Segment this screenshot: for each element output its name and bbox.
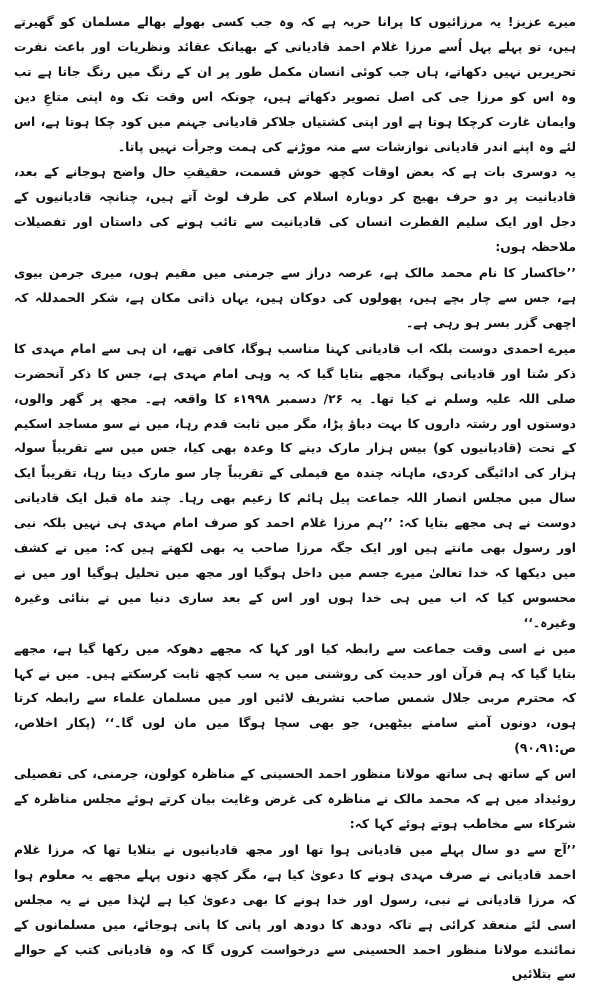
paragraph-2: یہ دوسری بات ہے کہ بعض اوقات کچھ خوش قسمت، حقیقتِ حال واضح ہوجانے کے بعد، قادیانیت پر دو حرف بھیج کر دوبارہ اسلام کی طرف لوٹ آتے ہیں، چنانچہ قادیانیوں کے دجل اور ایک سلیم الفطرت انسان کی قادیانیت سے تائب ہونے کی داستان اور تفصیلات ملاحظہ ہوں: [14,165,576,255]
paragraph-3: اس کے ساتھ ہی ساتھ مولانا منظور احمد الحسینی کے مناظرہ کولون، جرمنی، کی تفصیلی روئیداد میں ہے کہ محمد مالک نے مناظرہ کی غرض وغایت بیان کرتے ہوئے مجلس مناظرہ کے شرکاء سے مخاطب ہوتے ہوئے کہا کہ: [14,767,576,831]
quote-paragraph-1: ’’خاکسار کا نام محمد مالک ہے، عرصہ دراز سے جرمنی میں مقیم ہوں، میری جرمن بیوی ہے، جس سے چار بچے ہیں، پھولوں کی دوکان ہیں، یہاں ذاتی مکان ہے، شکر الحمدللہ کہ اچھی گزر بسر ہو رہی ہے۔ [14,266,576,330]
quote-paragraph-3: میں نے اسی وقت جماعت سے رابطہ کیا اور کہا کہ مجھے دھوکہ میں رکھا گیا ہے، مجھے بتایا گیا کہ ہم قرآن اور حدیث کی روشنی میں یہ سب کچھ ثابت کرسکتے ہیں۔ میں نے کہا کہ محترم مربی جلال شمس صاحب تشریف لائیں اور میں مسلمان علماء سے رابطہ کرتا ہوں، دونوں آمنے سامنے بیٹھیں، جو بھی سچا ہوگا میں مان لوں گا۔‘‘ (پکار اخلاص، ص:۹۰،۹۱) [14,641,576,756]
paragraph-1: میرے عزیز! یہ مرزائیوں کا پرانا حربہ ہے کہ وہ جب کسی بھولے بھالے مسلمان کو گھیرتے ہیں، تو پہلے پہل اُسے مرزا غلام احمد قادیانی کے بھیانک عقائد ونظریات اور باعث نفرت تحریریں نہیں دکھاتے، ہاں جب کوئی انسان مکمل طور پر ان کے رنگ میں رنگ جاتا ہے تب وہ اس کو مرزا جی کی اصل تصویر دکھاتے ہیں، چونکہ اس وقت تک وہ اپنی متاعِ دین وایمان غارت کرچکا ہوتا ہے اور اپنی کشتیاں جلاکر قادیانی جہنم میں کود چکا ہوتا ہے، اس لئے وہ اپنے اندر قادیانی نوازشات سے منہ موڑنے کی ہمت وجرأت نہیں پاتا۔ [14,15,576,154]
quote-paragraph-4: ’’آج سے دو سال پہلے میں قادیانی ہوا تھا اور مجھ قادیانیوں نے بتلایا تھا کہ مرزا غلام احمد قادیانی نے صرف مہدی ہونے کا دعویٰ کیا ہے، مگر کچھ دنوں پہلے مجھے یہ معلوم ہوا کہ مرزا قادیانی نے نبی، رسول اور خدا ہونے کا بھی دعویٰ کیا ہے لہٰذا میں نے یہ مجلس اسی لئے منعقد کرائی ہے تاکہ دودھ کا دودھ اور پانی کا پانی ہوجائے، میں مسلمانوں کے نمائندے مولانا منظور احمد الحسینی سے درخواست کروں گا کہ وہ قادیانی کتب کے حوالے سے بتلائیں [14,842,576,982]
quote-paragraph-2: میرے احمدی دوست بلکہ اب قادیانی کہنا مناسب ہوگا، کافی تھے، ان ہی سے امام مہدی کا ذکر سُنا اور قادیانی ہوگیا، مجھے بتایا گیا کہ یہ وہی امام مہدی ہے، جس کا ذکر آنحضرت صلی اللہ علیہ وسلم نے کیا تھا۔ یہ ۲۶/ دسمبر ۱۹۹۸ء کا واقعہ ہے۔ مجھ پر گھر والوں، دوستوں اور رشتہ داروں کا بہت دباؤ پڑا، مگر میں ثابت قدم رہا، میں نے سو مساجد اسکیم کے تحت (قادیانیوں کو) بیس ہزار مارک دینے کا وعدہ بھی کیا، جس میں سے تقریباً سولہ ہزار کی ادائیگی کردی، ماہانہ چندہ مع فیملی کے تقریباً چار سو مارک دیتا رہا، تقریباً ایک سال میں مجلس انصار اللہ جماعت پیل ہائم کا زعیم بھی رہا۔ چند ماہ قبل ایک قادیانی دوست نے ہی مجھے بتایا کہ: ’’ہم مرزا غلام احمد کو صرف امام مہدی ہی نہیں بلکہ نبی اور رسول بھی مانتے ہیں اور ایک جگہ مرزا صاحب یہ بھی لکھتے ہیں کہ: میں نے کشف میں دیکھا کہ خدا تعالیٰ میرے جسم میں داخل ہوگیا اور مجھ میں تحلیل ہوگیا اور میں نے محسوس کیا کہ اب میں ہی خدا ہوں اور اس کے بعد ساری دنیا میں نے بنائی وغیرہ وغیرہ۔‘‘ [14,341,577,630]
